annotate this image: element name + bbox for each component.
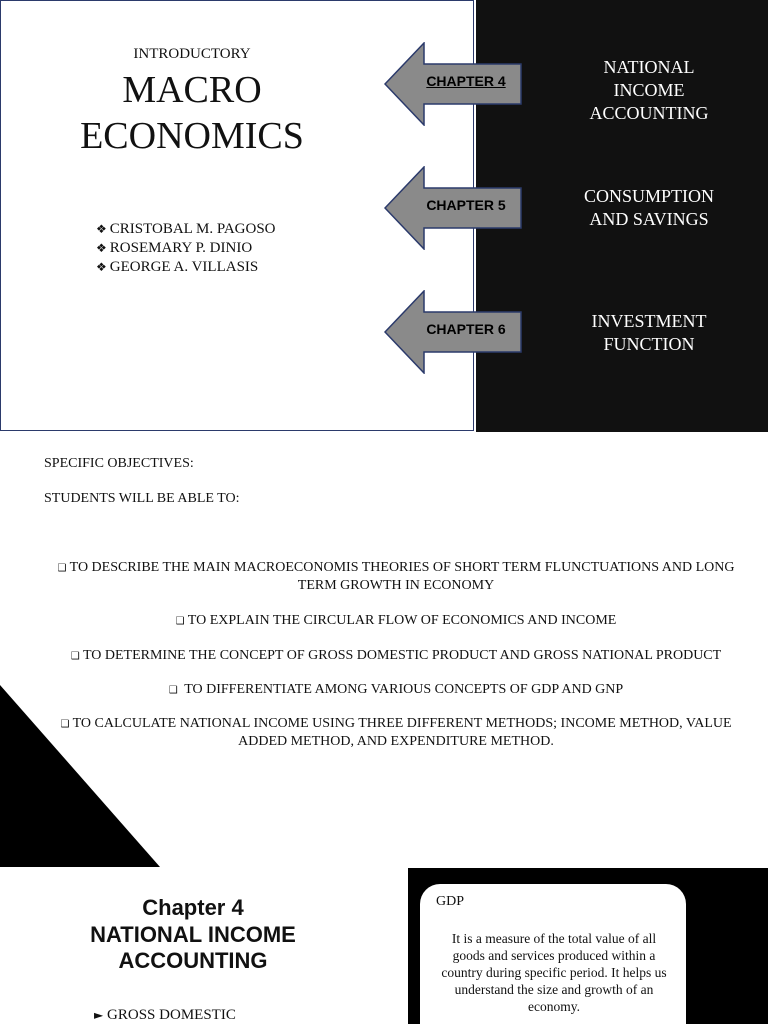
book-title-line2: ECONOMICS — [80, 115, 304, 157]
author-item: ❖ CRISTOBAL M. PAGOSO — [96, 220, 276, 239]
author-item: ❖ ROSEMARY P. DINIO — [96, 239, 276, 258]
chapter-4-topic — [540, 56, 758, 125]
topic-line: INCOME — [613, 80, 685, 100]
chapter-heading: Chapter 4 — [142, 895, 244, 920]
card-title: GDP — [436, 894, 465, 909]
chapter-5-topic — [540, 185, 758, 231]
topic-bullet: ► GROSS DOMESTIC — [94, 1007, 236, 1024]
chapter-4-label: CHAPTER 4 — [426, 73, 506, 89]
topic-line: NATIONAL — [603, 57, 695, 77]
chapter-4-arrow[interactable] — [384, 42, 522, 126]
objective-item: ❑ TO DIFFERENTIATE AMONG VARIOUS CONCEPTS OF GDP AND GNP — [40, 681, 752, 699]
topic-line: INVESTMENT — [591, 311, 707, 331]
chapter-6-arrow[interactable] — [384, 290, 522, 374]
chapter-5-arrow[interactable] — [384, 166, 522, 250]
topic-line: CONSUMPTION — [583, 186, 715, 206]
chapter-title-line1: NATIONAL INCOME — [90, 922, 296, 947]
topic-line: AND SAVINGS — [589, 209, 709, 229]
objective-item: ❑ TO CALCULATE NATIONAL INCOME USING THREE DIFFERENT METHODS; INCOME METHOD, VALUE ADDED METHOD, AND EXPENDITURE METHOD. — [40, 715, 752, 750]
title-slide — [0, 0, 768, 432]
objectives-slide — [0, 433, 768, 867]
objective-item: ❑ TO DETERMINE THE CONCEPT OF GROSS DOMESTIC PRODUCT AND GROSS NATIONAL PRODUCT — [40, 647, 752, 665]
objectives-subheading: STUDENTS WILL BE ABLE TO: — [44, 491, 240, 506]
chapter-6-label: CHAPTER 6 — [426, 321, 506, 337]
chapter-5-label: CHAPTER 5 — [426, 197, 506, 213]
objective-item: ❑ TO DESCRIBE THE MAIN MACROECONOMIS THEORIES OF SHORT TERM FLUNCTUATIONS AND LONG TERM GROWTH IN ECONOMY — [40, 559, 752, 594]
book-pretitle: INTRODUCTORY — [133, 46, 251, 62]
chapter-6-topic — [540, 310, 758, 356]
topic-line: FUNCTION — [603, 334, 695, 354]
card-text: It is a measure of the total value of all goods and services produced within a country during specific period. It helps us understand the size and growth of an economy. — [441, 931, 667, 1014]
objectives-heading: SPECIFIC OBJECTIVES: — [44, 456, 194, 471]
chapter-4-slide — [0, 868, 768, 1024]
objective-item: ❑ TO EXPLAIN THE CIRCULAR FLOW OF ECONOMICS AND INCOME — [40, 612, 752, 630]
gdp-definition-card — [420, 884, 686, 1024]
author-list — [96, 220, 276, 277]
topic-line: ACCOUNTING — [589, 103, 709, 123]
book-title-line1: MACRO — [122, 69, 262, 111]
author-item: ❖ GEORGE A. VILLASIS — [96, 258, 276, 277]
chapter-title-line2: ACCOUNTING — [118, 948, 268, 973]
